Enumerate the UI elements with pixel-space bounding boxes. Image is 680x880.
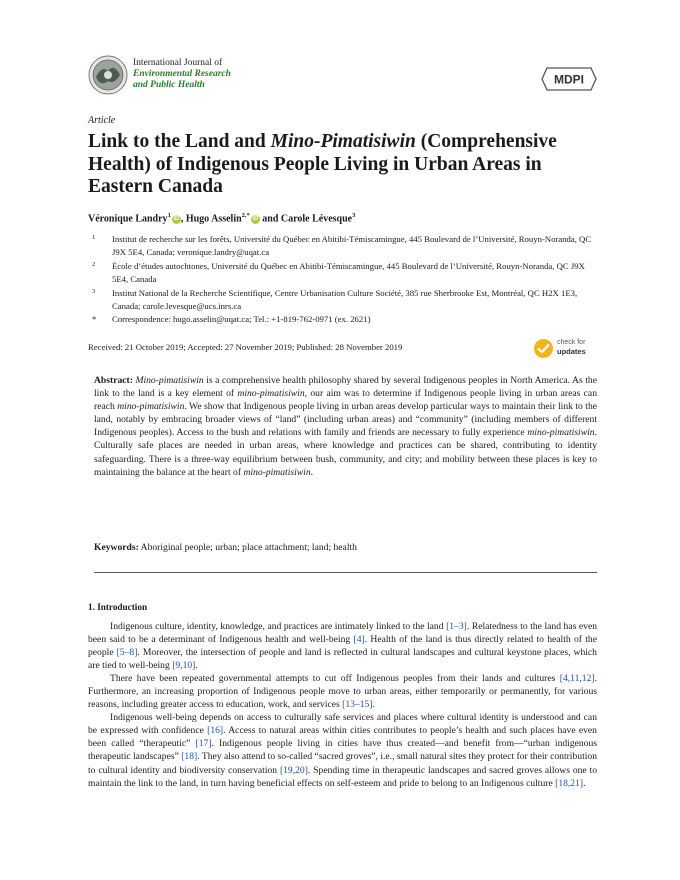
- body-text: . They also attend to so-called “sacred groves”, i.e., small natural sites they protect for their contribution to cultural identity and biodiversity conservation: [88, 751, 597, 776]
- citation-link[interactable]: [4,11,12]: [559, 673, 595, 685]
- affiliation-text: Institut National de la Recherche Scientifique, Centre Urbanisation Culture Société, 385 rue Sherbrooke Est, Montréal, QC H2X 1E3, Canada; carole.levesque@ucs.inrs.ca: [112, 287, 578, 312]
- check-icon: [534, 339, 553, 358]
- citation-link[interactable]: [18,21]: [555, 777, 584, 789]
- body-text: . Health of the land is thus directly related to health of the people: [88, 634, 597, 659]
- keywords-label: Keywords:: [94, 542, 139, 553]
- abstract-text: . Culturally safe places are needed in urban areas, where knowledge and practices can be shared, contributing to identity safeguarding. There is a three-way equilibrium between bush, community, and city; and mobility between these places is key to maintaining the balance at the heart of: [94, 427, 597, 478]
- article-type: Article: [88, 115, 116, 126]
- citation-link[interactable]: [19,20]: [279, 764, 308, 776]
- keywords-text: Aboriginal people; urban; place attachment; land; health: [138, 542, 357, 553]
- body-text: .: [583, 777, 586, 789]
- author-1-affil: 1: [167, 212, 171, 219]
- citation-link[interactable]: [17]: [195, 738, 212, 750]
- introduction-body: [88, 620, 597, 790]
- author-list: [88, 212, 355, 224]
- body-text: . Relatedness to the land has even been said to be a determinant of Indigenous health and well-being: [88, 621, 597, 646]
- correspondence-marker: *: [92, 314, 97, 325]
- body-text: Indigenous well-being depends on access to culturally safe services and places where cultural identity is understood and can be expressed with confidence: [88, 712, 597, 737]
- author-2: , Hugo Asselin: [180, 213, 242, 225]
- journal-logo: [88, 55, 128, 95]
- author-3: and Carole Lévesque: [259, 213, 353, 225]
- section-divider: [94, 572, 597, 573]
- citation-link[interactable]: [18]: [181, 751, 198, 763]
- body-text: . Furthermore, an increasing proportion of Indigenous people move to urban areas, either temporarily or permanently, for various reasons, including greater access to education, work, and services: [88, 673, 597, 711]
- keywords: [94, 542, 597, 553]
- body-text: . Indigenous people living in cities have thus created—and benefit from—“urban indigenous therapeutic landscapes”: [88, 738, 598, 763]
- abstract-term: Mino-pimatisiwin: [135, 375, 204, 386]
- citation-link[interactable]: [13–15]: [342, 699, 373, 711]
- author-1: Véronique Landry: [88, 213, 168, 225]
- paragraph-2: [88, 672, 597, 711]
- author-3-affil: 3: [352, 212, 356, 219]
- abstract-text: , our aim was to determine if Indigenous people living in urban areas can reach: [94, 388, 597, 413]
- citation-link[interactable]: [9,10]: [172, 660, 196, 672]
- journal-name-line2: Environmental Research: [133, 69, 231, 79]
- orcid-icon[interactable]: iD: [173, 216, 180, 223]
- abstract-label: Abstract:: [94, 375, 133, 386]
- affiliation-1: [88, 233, 596, 260]
- abstract-term: mino-pimatisiwin: [237, 388, 305, 400]
- affiliation-2: [88, 260, 596, 287]
- body-text: There have been repeated governmental attempts to cut off Indigenous peoples from their lands and cultures: [110, 673, 560, 685]
- paragraph-3: [88, 711, 597, 789]
- abstract-term: mino-pimatisiwin: [117, 401, 185, 413]
- abstract-text: is a comprehensive health philosophy shared by several Indigenous peoples in North America. As the link to the land is a key element of: [94, 375, 597, 400]
- citation-link[interactable]: [4]: [353, 634, 365, 646]
- publication-dates: Received: 21 October 2019; Accepted: 27 November 2019; Published: 28 November 2019: [88, 342, 403, 352]
- abstract: [94, 374, 597, 479]
- check-updates-line1: check for: [557, 339, 586, 346]
- author-2-affil: 2,*: [241, 212, 250, 219]
- journal-name-line3: and Public Health: [133, 80, 205, 90]
- affiliation-text: École d’études autochtones, Université du Québec en Abitibi-Témiscamingue, 445 Boulevard de l’Université, Rouyn-Noranda, QC J9X 5E4, Canada: [112, 260, 585, 285]
- abstract-term: mino-pimatisiwin: [527, 427, 595, 439]
- title-part1: Link to the Land and: [88, 131, 271, 152]
- abstract-text: .: [310, 466, 314, 478]
- citation-link[interactable]: [1–3]: [446, 621, 467, 632]
- body-text: Indigenous culture, identity, knowledge, and practices are intimately linked to the land: [110, 621, 447, 632]
- orcid-icon[interactable]: iD: [252, 216, 259, 223]
- affiliation-text: Institut de recherche sur les forêts, Université du Québec en Abitibi-Témiscamingue, 445 Boulevard de l’Université, Rouyn-Noranda, QC J9X 5E4, Canada; veronique.landry@uqat.ca: [112, 234, 592, 258]
- affiliations: [88, 233, 596, 327]
- body-text: .: [372, 699, 375, 711]
- citation-link[interactable]: [5–8]: [116, 647, 138, 659]
- body-text: .: [195, 660, 198, 672]
- affiliation-number: 2: [92, 260, 96, 268]
- affiliation-3: [88, 287, 596, 314]
- mdpi-logo-text: MDPI: [554, 72, 584, 87]
- abstract-term: mino-pimatisiwin: [243, 466, 311, 478]
- paper-title: [88, 131, 608, 199]
- journal-name: [133, 58, 231, 91]
- abstract-text: . We show that Indigenous people living in urban areas develop particular ways to maintain their link to the land, notably by embracing broader views of “land” (including urban areas) and “community” (including members of different Indigenous peoples). Access to the bush and relations with family and friends are necessary to fully experience: [94, 401, 597, 439]
- paragraph-1: [88, 620, 597, 672]
- title-italic: Mino-Pimatisiwin: [270, 131, 416, 152]
- mdpi-logo: [541, 66, 597, 92]
- check-updates-line2: updates: [557, 347, 586, 356]
- affiliation-number: 1: [92, 234, 96, 241]
- body-text: . Moreover, the intersection of people and land is reflected in cultural landscapes and cultural keystone places, which are tied to well-being: [88, 647, 597, 672]
- citation-link[interactable]: [16]: [207, 725, 224, 737]
- section-heading-introduction: 1. Introduction: [88, 602, 148, 612]
- correspondence-text: Correspondence: hugo.asselin@uqat.ca; Tel.: +1-819-762-0971 (ex. 2621): [112, 314, 371, 325]
- journal-name-line1: International Journal of: [133, 58, 223, 68]
- title-part2: (Comprehensive Health) of Indigenous People Living in Urban Areas in Eastern Canada: [88, 131, 557, 197]
- body-text: . Spending time in therapeutic landscapes and sacred groves allows one to maintain the link to the land, in turn having beneficial effects on self-esteem and pride to belong to an Indigenous culture: [88, 764, 597, 789]
- correspondence: [88, 313, 596, 326]
- body-text: . Access to natural areas within cities contributes to people’s health and such places have even been called “therapeutic”: [88, 725, 597, 750]
- affiliation-number: 3: [92, 287, 96, 295]
- check-for-updates-badge[interactable]: [534, 338, 598, 360]
